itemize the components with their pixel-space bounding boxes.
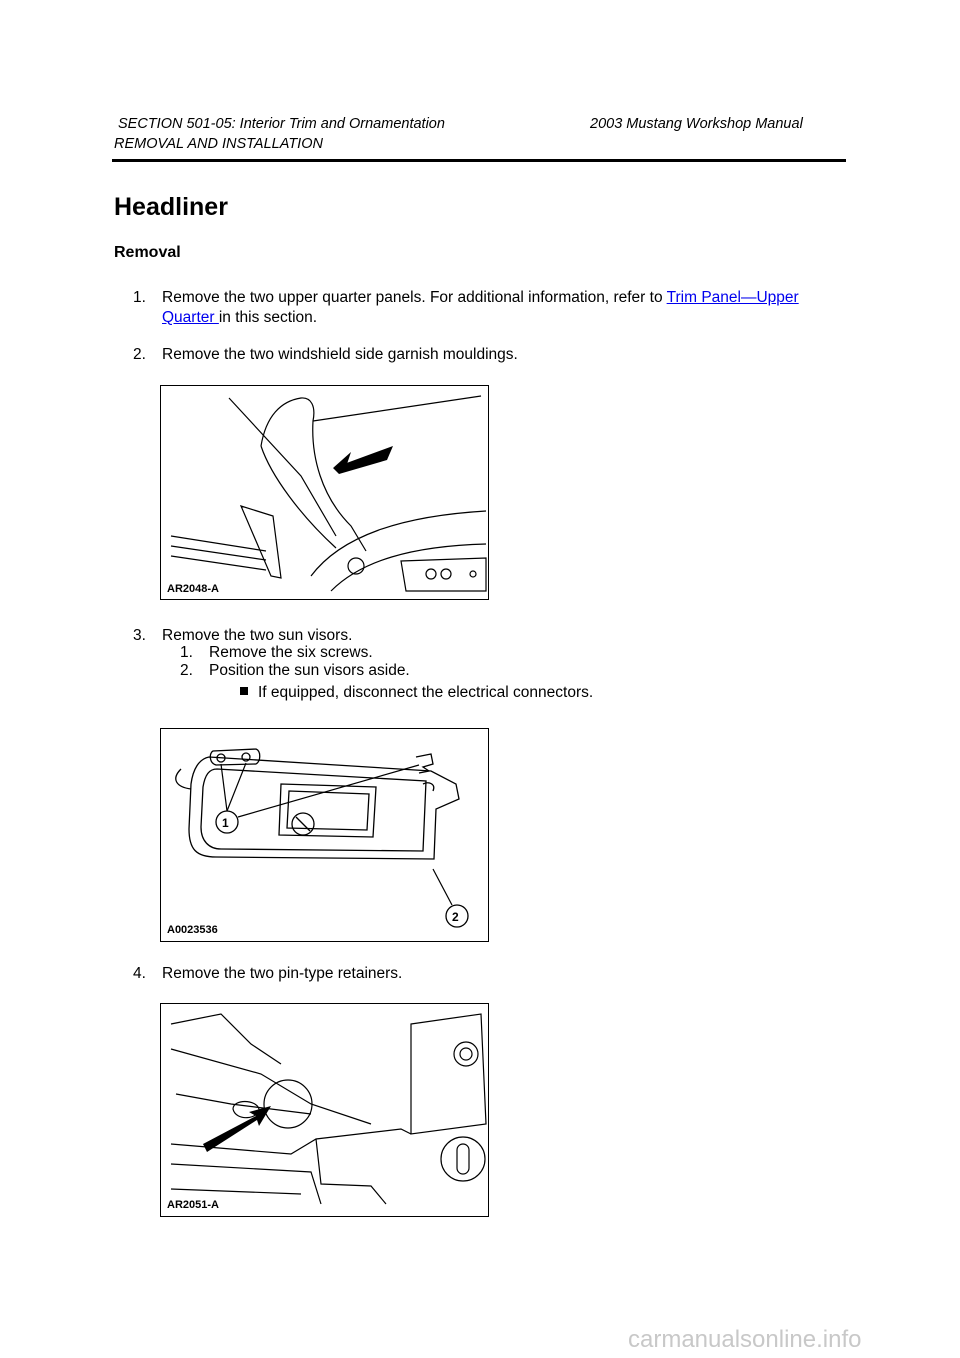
bullet-square-icon (240, 687, 248, 695)
figure-label: AR2051-A (167, 1199, 219, 1211)
header-manual: 2003 Mustang Workshop Manual (590, 116, 803, 132)
watermark: carmanualsonline.info (628, 1326, 862, 1353)
step-number: 1. (133, 289, 146, 306)
figure-pin-retainers (160, 1003, 489, 1217)
step-text-before: Remove the two upper quarter panels. For additional information, refer to (162, 289, 667, 306)
header-section: SECTION 501-05: Interior Trim and Ornamentation (118, 116, 445, 132)
substep-number: 1. (180, 644, 193, 661)
callout-2-label: 2 (452, 910, 459, 924)
sun-visor-illustration (161, 729, 488, 941)
windshield-garnish-illustration (161, 386, 488, 599)
section-subtitle: Removal (114, 244, 181, 261)
step-text: Remove the two windshield side garnish mouldings. (162, 346, 518, 363)
header-rule (112, 159, 846, 162)
page-title: Headliner (114, 193, 228, 221)
figure-windshield-garnish (160, 385, 489, 600)
figure-label: AR2048-A (167, 583, 219, 595)
step-text: Remove the two pin-type retainers. (162, 965, 403, 982)
step-text (162, 288, 842, 328)
trim-panel-upper-quarter-link[interactable]: Trim Panel—Upper Quarter (162, 289, 799, 326)
callout-1-label: 1 (222, 816, 229, 830)
bullet-item (240, 684, 593, 702)
step-text: Remove the two sun visors. (162, 627, 353, 644)
substep-text: Position the sun visors aside. (209, 662, 410, 679)
step-number: 3. (133, 627, 146, 644)
bullet-text: If equipped, disconnect the electrical connectors. (258, 684, 594, 701)
header-subsection: REMOVAL AND INSTALLATION (114, 136, 323, 152)
substep-text: Remove the six screws. (209, 644, 373, 661)
step-number: 4. (133, 965, 146, 982)
figure-sun-visor (160, 728, 489, 942)
substep-number: 2. (180, 662, 193, 679)
figure-label: A0023536 (167, 924, 218, 936)
step-text-after: in this section. (218, 309, 318, 326)
pin-retainer-illustration (161, 1004, 488, 1216)
step-number: 2. (133, 346, 146, 363)
